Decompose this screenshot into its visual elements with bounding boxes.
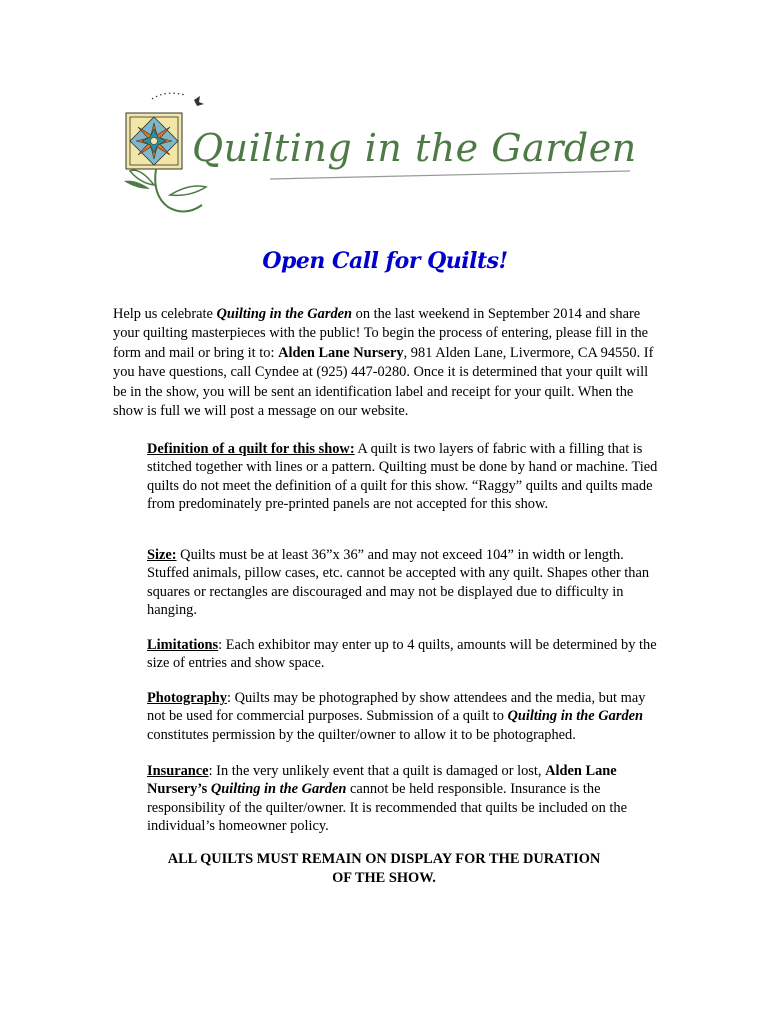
intro-paragraph	[113, 305, 663, 421]
definition-label: Definition of a quilt for this show:	[147, 441, 355, 457]
photography-text-1: : Quilts may be photographed by show attendees and the media, but may not be used for commercial purposes. Submission of a quilt to	[147, 690, 646, 725]
photography-show-name: Quilting in the Garden	[507, 708, 644, 725]
intro-text-3: , 981 Alden Lane, Livermore, CA 94550. If you have questions, call Cyndee at (925) 447-0280. Once it is determined that your quilt will be in the show, you will be sent an identification label and receipt for your quilt. When the show is full we will post a message on our website.	[113, 344, 654, 420]
insurance-show-name: Quilting in the Garden	[210, 781, 347, 798]
intro-text-2: on the last weekend in September 2014 and share your quilting masterpieces with the public! To begin the process of entering, please fill in the form and mail or bring it to:	[113, 306, 649, 361]
definition-section	[147, 440, 661, 513]
limitations-section	[147, 636, 661, 673]
insurance-nursery-name: Alden Lane Nursery’s	[147, 763, 617, 798]
logo-text: Quilting in the Garden	[192, 126, 637, 170]
insurance-section	[147, 762, 661, 835]
insurance-text-2: cannot be held responsible. Insurance is the responsibility of the quilter/owner. It is recommended that quilts be included on the individual’s homeowner policy.	[147, 781, 627, 834]
intro-nursery-name: Alden Lane Nursery	[278, 344, 404, 361]
needle-line	[270, 171, 630, 179]
dotted-swirl	[152, 93, 185, 99]
definition-text: A quilt is two layers of fabric with a filling that is stitched together with lines or a pattern. Quilting must be done by hand or machine. Tied quilts do not meet the definition of a quilt for this show. “Raggy” quilts and quilts made from predominately pre-printed panels are not accepted for this show.	[147, 441, 658, 512]
closing-notice	[147, 850, 621, 887]
size-label: Size:	[147, 547, 177, 563]
quilt-block-icon	[126, 113, 182, 169]
closing-line-2: OF THE SHOW.	[332, 869, 436, 886]
insurance-label: Insurance	[147, 763, 209, 779]
logo	[110, 85, 650, 220]
intro-show-name: Quilting in the Garden	[216, 306, 353, 322]
photography-label: Photography	[147, 690, 227, 706]
limitations-text: : Each exhibitor may enter up to 4 quilts, amounts will be determined by the size of entries and show space.	[147, 637, 657, 672]
intro-text-1: Help us celebrate	[113, 306, 217, 322]
photography-section	[147, 689, 661, 744]
limitations-label: Limitations	[147, 637, 219, 653]
insurance-text-1: : In the very unlikely event that a quilt is damaged or lost,	[208, 763, 546, 779]
size-section	[147, 546, 661, 619]
butterfly-icon	[194, 96, 204, 106]
photography-text-2: constitutes permission by the quilter/owner to allow it to be photographed.	[147, 726, 576, 743]
page-title: Open Call for Quilts!	[262, 248, 508, 274]
size-text: Quilts must be at least 36”x 36” and may not exceed 104” in width or length. Stuffed animals, pillow cases, etc. cannot be accepted with any quilt. Shapes other than squares or rectangles are discouraged and may not be displayed due to difficulty in hanging.	[147, 547, 650, 618]
closing-line-1: ALL QUILTS MUST REMAIN ON DISPLAY FOR THE DURATION	[167, 851, 601, 867]
